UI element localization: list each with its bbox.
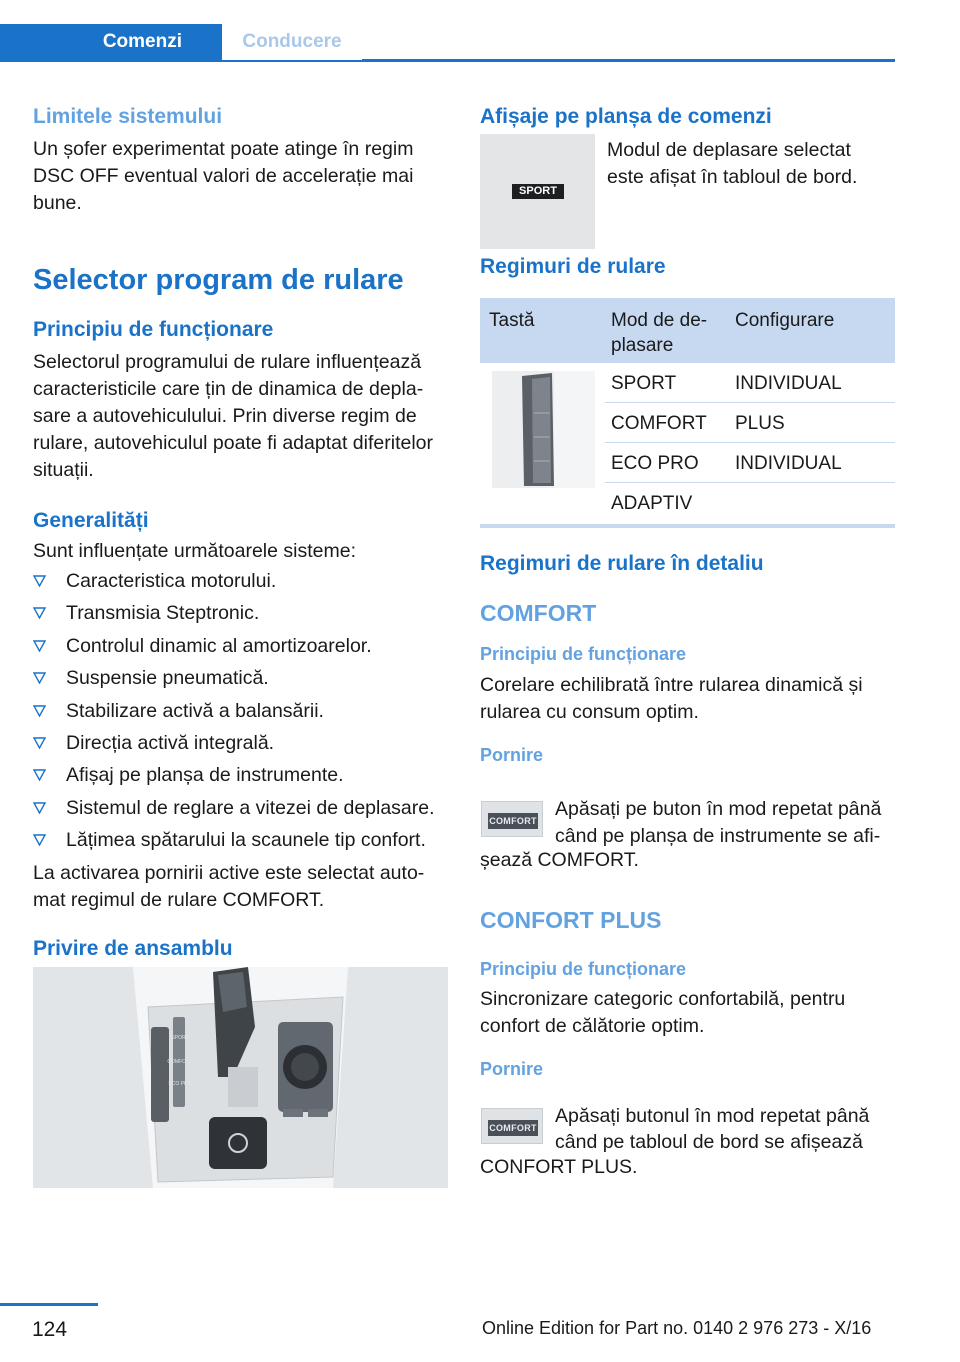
header-key: Tastă bbox=[489, 310, 535, 331]
plus-start-line-2: când pe tabloul de bord se afișează bbox=[555, 1131, 863, 1153]
chapter-tabbar bbox=[0, 24, 895, 62]
list-item: Lățimea spătarului la scaunele tip confort. bbox=[33, 827, 449, 859]
plus-button-image bbox=[481, 1108, 543, 1144]
table-bottom-rule bbox=[480, 524, 895, 528]
bullet-triangle-icon bbox=[33, 802, 46, 814]
right-column-details bbox=[480, 551, 895, 767]
plus-button-label: COMFORT bbox=[488, 1120, 538, 1136]
plus-heading: CONFORT PLUS bbox=[480, 907, 662, 933]
page-number: 124 bbox=[32, 1318, 68, 1341]
center-console-image bbox=[33, 967, 448, 1188]
header-mode: Mod de de-plasare bbox=[611, 310, 708, 356]
activation-text: La activarea pornirii active este selectat auto-mat regimul de rulare COMFORT. bbox=[33, 861, 425, 911]
sport-display-label: SPORT bbox=[512, 184, 564, 199]
right-column-plus bbox=[480, 906, 895, 1081]
table-row: COMFORT PLUS bbox=[480, 403, 895, 443]
plus-principle-text: Sincronizare categoric confortabilă, pentru confort de călătorie optim. bbox=[480, 988, 846, 1037]
bullet-triangle-icon bbox=[33, 834, 46, 846]
svg-text:COMFORT: COMFORT bbox=[167, 1059, 193, 1065]
bullet-triangle-icon bbox=[33, 607, 46, 619]
general-intro: Sunt influențate următoarele sisteme: bbox=[33, 540, 357, 562]
driving-modes-table bbox=[480, 298, 895, 528]
comfort-heading: COMFORT bbox=[480, 600, 597, 626]
principle-text: Selectorul programului de rulare influențează caracteristicile care țin de dinamica de depla-sare a autovehiculului. Prin diverse regim de rulare, autovehiculul poate fi adaptat diferitelor situații. bbox=[33, 351, 433, 481]
comfort-button-label: COMFORT bbox=[488, 813, 538, 829]
limits-text: Un șofer experimentat poate atinge în regim DSC OFF eventual valori de accelerație mai bune. bbox=[33, 138, 414, 214]
left-column bbox=[33, 104, 449, 962]
list-item: Transmisia Steptronic. bbox=[33, 600, 449, 632]
list-item: Sistemul de reglare a vitezei de deplasare. bbox=[33, 795, 449, 827]
header-config: Configurare bbox=[735, 310, 835, 331]
bullet-triangle-icon bbox=[33, 672, 46, 684]
section-title: Selector program de rulare bbox=[33, 264, 404, 296]
table-row: ECO PRO INDIVIDUAL bbox=[480, 443, 895, 483]
table-row: ADAPTIV bbox=[611, 493, 693, 514]
tab-comenzi[interactable]: Comenzi bbox=[0, 24, 222, 60]
general-heading: Generalități bbox=[33, 509, 149, 532]
comfort-button-image bbox=[481, 801, 543, 837]
list-item: Direcția activă integrală. bbox=[33, 730, 449, 762]
footer-rule bbox=[0, 1303, 98, 1306]
modes-heading: Regimuri de rulare bbox=[480, 255, 666, 278]
comfort-start-heading: Pornire bbox=[480, 745, 544, 765]
systems-list bbox=[33, 568, 449, 860]
plus-start-line-1: Apăsați butonul în mod repetat până bbox=[555, 1105, 870, 1127]
overview-heading: Privire de ansamblu bbox=[33, 936, 233, 960]
list-item: Suspensie pneumatică. bbox=[33, 665, 449, 697]
detail-heading: Regimuri de rulare în detaliu bbox=[480, 552, 764, 575]
limits-heading: Limitele sistemului bbox=[33, 105, 223, 128]
list-item: Stabilizare activă a balansării. bbox=[33, 698, 449, 730]
list-item: Controlul dinamic al amortizoarelor. bbox=[33, 633, 449, 665]
bullet-triangle-icon bbox=[33, 769, 46, 781]
comfort-start-line-2: când pe planșa de instrumente se afi- bbox=[555, 825, 881, 847]
tab-conducere[interactable]: Conducere bbox=[222, 24, 362, 60]
plus-start-heading: Pornire bbox=[480, 1059, 544, 1079]
comfort-start-line-3: șează COMFORT. bbox=[480, 849, 639, 871]
table-row: SPORT INDIVIDUAL bbox=[480, 363, 895, 403]
edition-text: Online Edition for Part no. 0140 2 976 273 - X/16 bbox=[482, 1318, 872, 1338]
list-item: Afișaj pe planșa de instrumente. bbox=[33, 762, 449, 794]
plus-principle-heading: Principiu de funcționare bbox=[480, 959, 687, 979]
bullet-triangle-icon bbox=[33, 640, 46, 652]
list-item: Caracteristica motorului. bbox=[33, 568, 449, 600]
bullet-triangle-icon bbox=[33, 705, 46, 717]
svg-text:ECO PRO: ECO PRO bbox=[168, 1081, 192, 1087]
display-image bbox=[480, 134, 595, 249]
svg-text:SPORT: SPORT bbox=[171, 1035, 189, 1041]
center-console-illustration bbox=[33, 967, 448, 1188]
plus-start-line-3: CONFORT PLUS. bbox=[480, 1156, 638, 1178]
principle-heading: Principiu de funcționare bbox=[33, 318, 274, 341]
bullet-triangle-icon bbox=[33, 737, 46, 749]
comfort-start-line-1: Apăsați pe buton în mod repetat până bbox=[555, 798, 882, 820]
right-column-top bbox=[480, 104, 895, 130]
display-heading: Afișaje pe planșa de comenzi bbox=[480, 105, 772, 128]
bullet-triangle-icon bbox=[33, 575, 46, 587]
table-header bbox=[480, 298, 895, 363]
comfort-principle-text: Corelare echilibrată între rularea dinamică și rularea cu consum optim. bbox=[480, 674, 863, 723]
display-text: Modul de deplasare selectat este afișat în tabloul de bord. bbox=[607, 139, 858, 188]
comfort-principle-heading: Principiu de funcționare bbox=[480, 644, 687, 664]
